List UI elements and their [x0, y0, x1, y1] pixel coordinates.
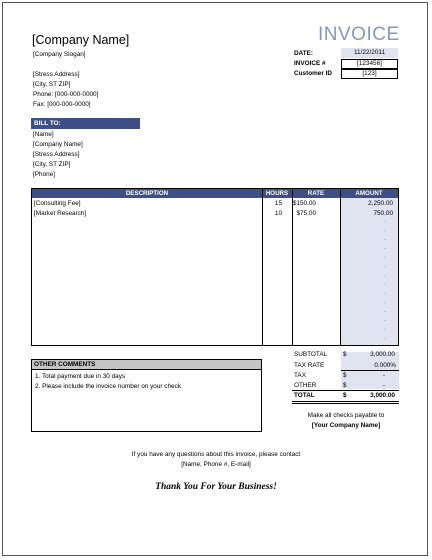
subtotal-label: SUBTOTAL: [294, 351, 328, 358]
tax-currency: $: [343, 372, 347, 379]
company-city: [City, ST ZIP]: [33, 81, 71, 88]
empty-amount-marker: -: [384, 219, 386, 225]
items-table-header: [32, 189, 398, 198]
empty-amount-marker: -: [384, 264, 386, 270]
empty-amount-marker: -: [384, 255, 386, 261]
row-1-rate: $150.00: [292, 200, 316, 207]
empty-amount-marker: -: [384, 336, 386, 342]
invoice-title: INVOICE: [318, 24, 400, 45]
total-value: 3,000.00: [370, 392, 395, 399]
comment-line-1: 1. Total payment due in 30 days: [35, 373, 126, 380]
header-rate: RATE: [307, 190, 325, 197]
row-1-hours: 15: [274, 200, 282, 207]
contact-line: If you have any questions about this invoice, please contact: [131, 451, 301, 458]
header-hours: HOURS: [265, 190, 289, 197]
items-table: [31, 188, 399, 346]
total-double-rule-2: [292, 403, 399, 404]
customer-id-label: Customer ID: [294, 70, 332, 77]
empty-amount-marker: -: [384, 309, 386, 315]
date-label: DATE:: [294, 50, 314, 57]
empty-amount-marker: -: [384, 273, 386, 279]
total-double-rule-1: [292, 401, 399, 402]
tax-rate-value: 0.000%: [374, 362, 396, 369]
header-amount: AMOUNT: [355, 190, 383, 197]
invoice-number-value: [123456]: [357, 60, 382, 67]
date-value-box: [341, 48, 398, 58]
tax-rate-label: TAX RATE: [294, 362, 325, 369]
total-top-rule: [292, 390, 399, 391]
empty-amount-marker: -: [384, 228, 386, 234]
empty-amount-marker: -: [384, 291, 386, 297]
date-value: 11/22/2011: [353, 49, 386, 56]
tax-rate-underline: [341, 370, 399, 371]
comment-line-2: 2. Please include the invoice number on your check: [35, 383, 182, 390]
amount-column-fill: [340, 198, 398, 345]
empty-amount-marker: -: [384, 318, 386, 324]
bill-to-name: [Name]: [33, 131, 54, 138]
invoice-number-label: INVOICE #: [294, 60, 326, 67]
other-label: OTHER: [294, 382, 317, 389]
total-currency: $: [343, 392, 347, 399]
invoice-number-box: [341, 59, 398, 69]
bill-to-company: [Company Name]: [33, 141, 83, 148]
empty-amount-marker: -: [384, 246, 386, 252]
other-comments-header: OTHER COMMENTS: [32, 360, 261, 370]
header-description: DESCRIPTION: [125, 190, 169, 197]
total-label: TOTAL: [294, 392, 315, 399]
row-1-description: [Consulting Fee]: [34, 200, 81, 207]
thank-you-message: Thank You For Your Business!: [155, 482, 277, 492]
company-name: [Company Name]: [32, 33, 130, 47]
bill-to-phone: [Phone]: [33, 171, 56, 178]
bill-to-city: [City, ST ZIP]: [33, 161, 71, 168]
subtotal-value: 3,000.00: [370, 351, 395, 358]
customer-id-value: [123]: [362, 70, 377, 77]
row-2-rate: $75.00: [296, 210, 316, 217]
company-phone: Phone: [000-000-0000]: [33, 91, 99, 98]
row-2-amount: 750.00: [373, 210, 393, 217]
contact-details: [Name, Phone #, E-mail]: [181, 461, 251, 468]
payable-company: [Your Company Name]: [311, 422, 381, 429]
subtotal-currency: $: [343, 351, 347, 358]
company-fax: Fax: [000-000-0000]: [33, 101, 91, 108]
empty-amount-marker: -: [384, 300, 386, 306]
bill-to-header: BILL TO:: [31, 118, 140, 129]
row-2-hours: 10: [274, 210, 282, 217]
other-currency: $: [343, 382, 347, 389]
other-comments-box: [31, 359, 262, 432]
row-2-description: [Market Research]: [34, 210, 87, 217]
empty-amount-marker: -: [384, 327, 386, 333]
tax-label: TAX: [294, 372, 306, 379]
company-street: [Stress Address]: [33, 71, 80, 78]
other-value: -: [382, 382, 385, 389]
payable-line: Make all checks payable to: [307, 412, 385, 419]
empty-amount-marker: -: [384, 282, 386, 288]
customer-id-box: [341, 69, 398, 79]
row-1-amount: 2,250.00: [368, 200, 393, 207]
company-slogan: [Company Slogan]: [33, 51, 86, 58]
bill-to-street: [Stress Address]: [33, 151, 80, 158]
tax-value: -: [382, 372, 385, 379]
empty-amount-marker: -: [384, 237, 386, 243]
